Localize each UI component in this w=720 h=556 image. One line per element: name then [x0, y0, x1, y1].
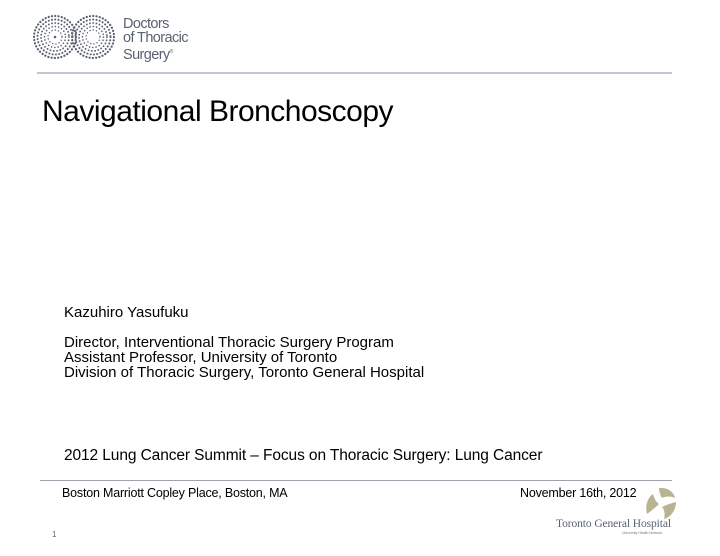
tgh-leaves-logo-icon: [645, 486, 677, 520]
affiliation-line: Director, Interventional Thoracic Surgery Program: [64, 334, 394, 351]
affiliation-line: Assistant Professor, University of Toronto: [64, 349, 338, 366]
logo-line-1: Doctors: [123, 16, 169, 32]
university-health-network-text: University Health Network: [622, 531, 663, 535]
doctors-of-thoracic-surgery-logo-text: [123, 17, 188, 62]
logo-line-3: Surgery®: [123, 47, 173, 63]
venue-text: Boston Marriott Copley Place, Boston, MA: [62, 486, 288, 500]
author-name: Kazuhiro Yasufuku: [64, 304, 189, 321]
header-divider: [37, 72, 672, 74]
footer-divider: [40, 480, 672, 481]
affiliation-line: Division of Thoracic Surgery, Toronto General Hospital: [64, 364, 425, 381]
date-text: November 16th, 2012: [520, 486, 637, 500]
toronto-general-hospital-name: Toronto General Hospital: [556, 518, 671, 530]
slide-title: Navigational Bronchoscopy: [42, 95, 394, 128]
event-name: 2012 Lung Cancer Summit – Focus on Thoracic Surgery: Lung Cancer: [64, 447, 543, 464]
author-affiliations: [64, 335, 424, 380]
page-number: 1: [52, 530, 57, 539]
logo-line-2: of Thoracic: [123, 30, 188, 46]
infinity-dots-logo-icon: [33, 12, 115, 62]
